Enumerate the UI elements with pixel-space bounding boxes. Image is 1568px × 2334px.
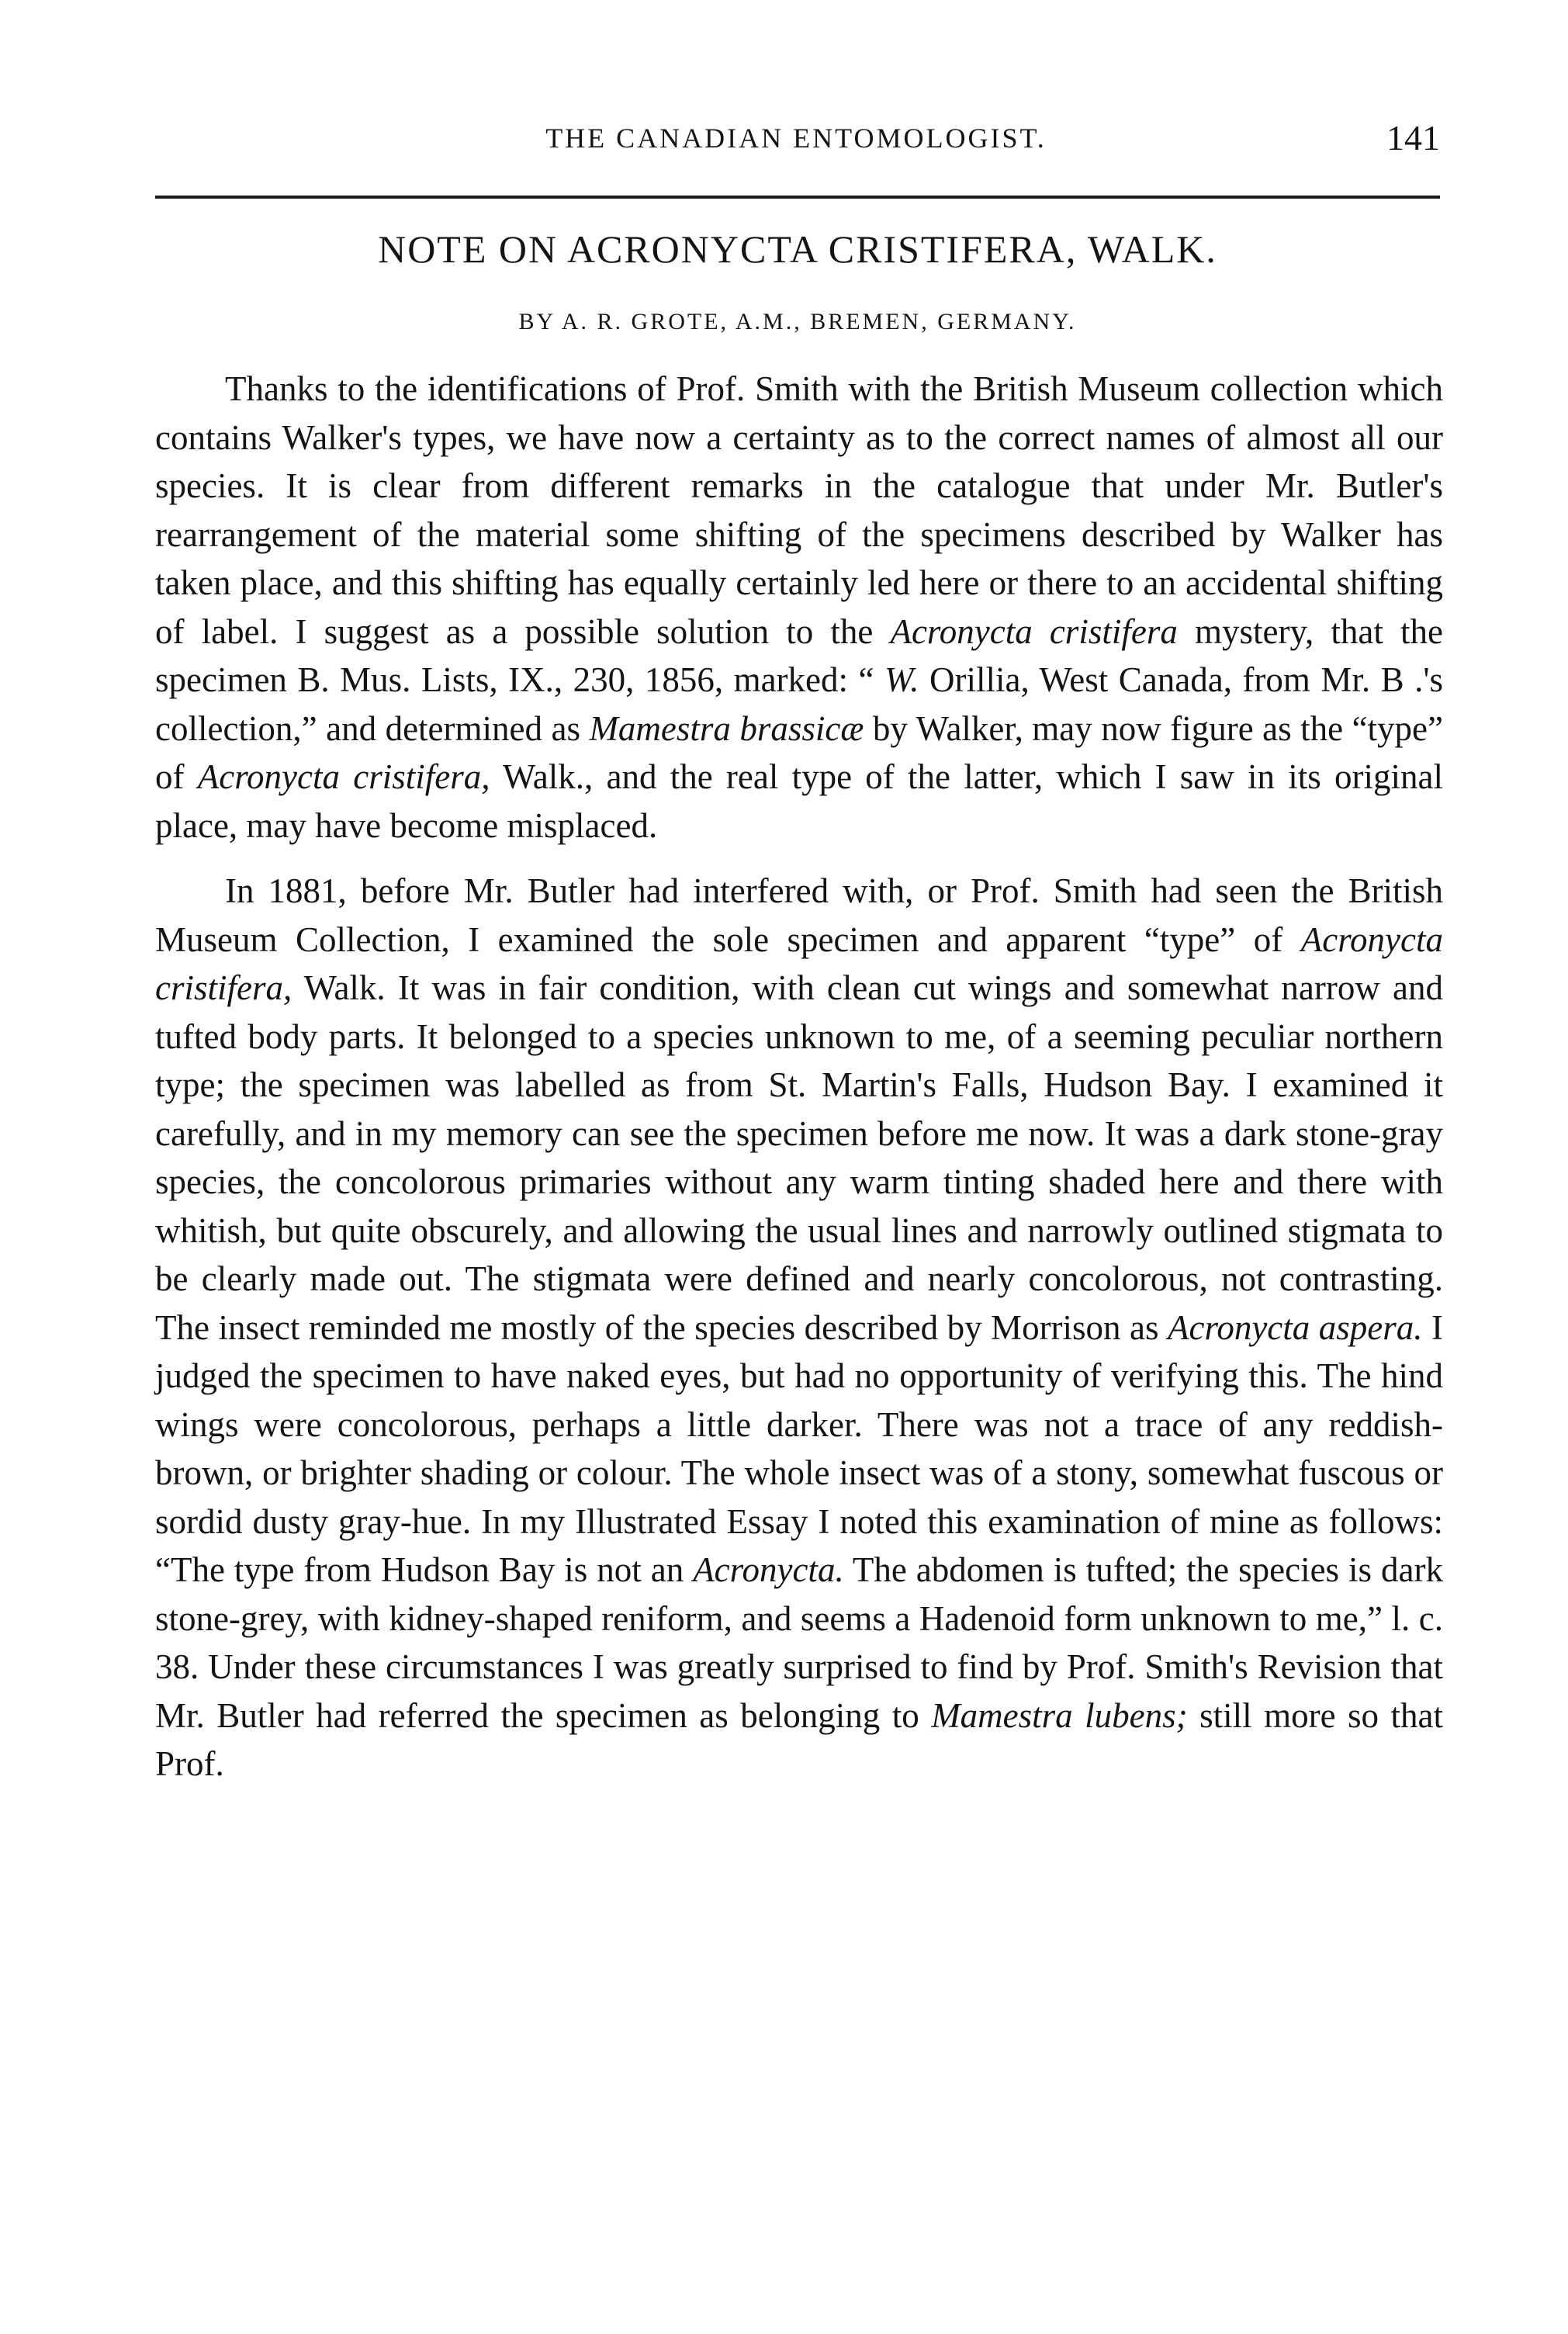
article-body: [155, 365, 1443, 1789]
article-title: NOTE ON ACRONYCTA CRISTIFERA, WALK.: [378, 227, 1217, 271]
text-segment: still more so that Prof.: [155, 1695, 1443, 1783]
text-segment: Thanks to the identifications of Prof. Smith with the British Museum collection which contains Walker's types, we have now a certainty as to the correct names of almost all our species. It is clear from different remarks in the catalogue that under Mr. Butler's rearrangement of the material some shifting of the specimens described by Walker has taken place, and this shifting has equally certainly led here or there to an accidental shifting of label. I suggest as a possible solution to the: [155, 369, 1443, 651]
article-byline: BY A. R. GROTE, A.M., BREMEN, GERMANY.: [518, 309, 1077, 334]
page-number: 141: [1386, 118, 1440, 158]
text-segment: The abdomen is tufted; the species is dark stone-grey, with kidney-shaped reniform, and seems a Hadenoid form unknown to me,” l. c. 38. Under these circumstances I was greatly surprised to find by Prof. Smith's Revision that Mr. Butler had referred the specimen as belonging to: [155, 1550, 1443, 1735]
text-segment: Walk., and the real type of the latter, which I saw in its original place, may have become misplaced.: [155, 757, 1443, 845]
text-segment: In 1881, before Mr. Butler had interfered with, or Prof. Smith had seen the British Museum Collection, I examined the sole specimen and apparent “type” of: [155, 871, 1443, 959]
species-name: Acronycta cristifera,: [197, 757, 490, 796]
text-segment: mystery, that the specimen B. Mus. Lists, IX., 230, 1856, marked: “: [155, 611, 1443, 699]
text-segment: I judged the specimen to have naked eyes, but had no opportunity of verifying this. The hind wings were concolorous, perhaps a little darker. There was not a trace of any reddish-brown, or brighter shading or colour. The whole insect was of a stony, somewhat fuscous or sordid dusty gray-hue. In my Illustrated Essay I noted this examination of mine as follows: “The type from Hudson Bay is not an: [155, 1307, 1444, 1589]
species-name: Acronycta cristifera: [890, 611, 1178, 651]
species-name: Acronycta aspera.: [1168, 1307, 1423, 1347]
running-head: [152, 115, 1440, 161]
text-segment: by Walker, may now figure as the “type” of: [155, 708, 1443, 796]
genus-name: Acronycta.: [693, 1550, 844, 1589]
species-name: Mamestra brassicæ: [589, 708, 864, 748]
running-title: THE CANADIAN ENTOMOLOGIST.: [545, 123, 1047, 154]
italic-abbrev: W.: [884, 660, 919, 699]
header-rule: [155, 196, 1440, 199]
paragraph-2: [155, 867, 1443, 1789]
paragraph-1: [155, 365, 1443, 850]
species-name: Acronycta cristifera,: [155, 919, 1443, 1007]
text-segment: Orillia, West Canada, from Mr. B .'s collection,” and determined as: [155, 660, 1443, 748]
text-segment: Walk. It was in fair condition, with clean cut wings and somewhat narrow and tufted body parts. It belonged to a species unknown to me, of a seeming peculiar northern type; the specimen was labelled as from St. Martin's Falls, Hudson Bay. I examined it carefully, and in my memory can see the specimen before me now. It was a dark stone-gray species, the concolorous primaries without any warm tinting shaded here and there with whitish, but quite obscurely, and allowing the usual lines and narrowly outlined stigmata to be clearly made out. The stigmata were defined and nearly concolorous, not contrasting. The insect reminded me mostly of the species described by Morrison as: [155, 968, 1443, 1347]
species-name: Mamestra lubens;: [931, 1695, 1188, 1735]
